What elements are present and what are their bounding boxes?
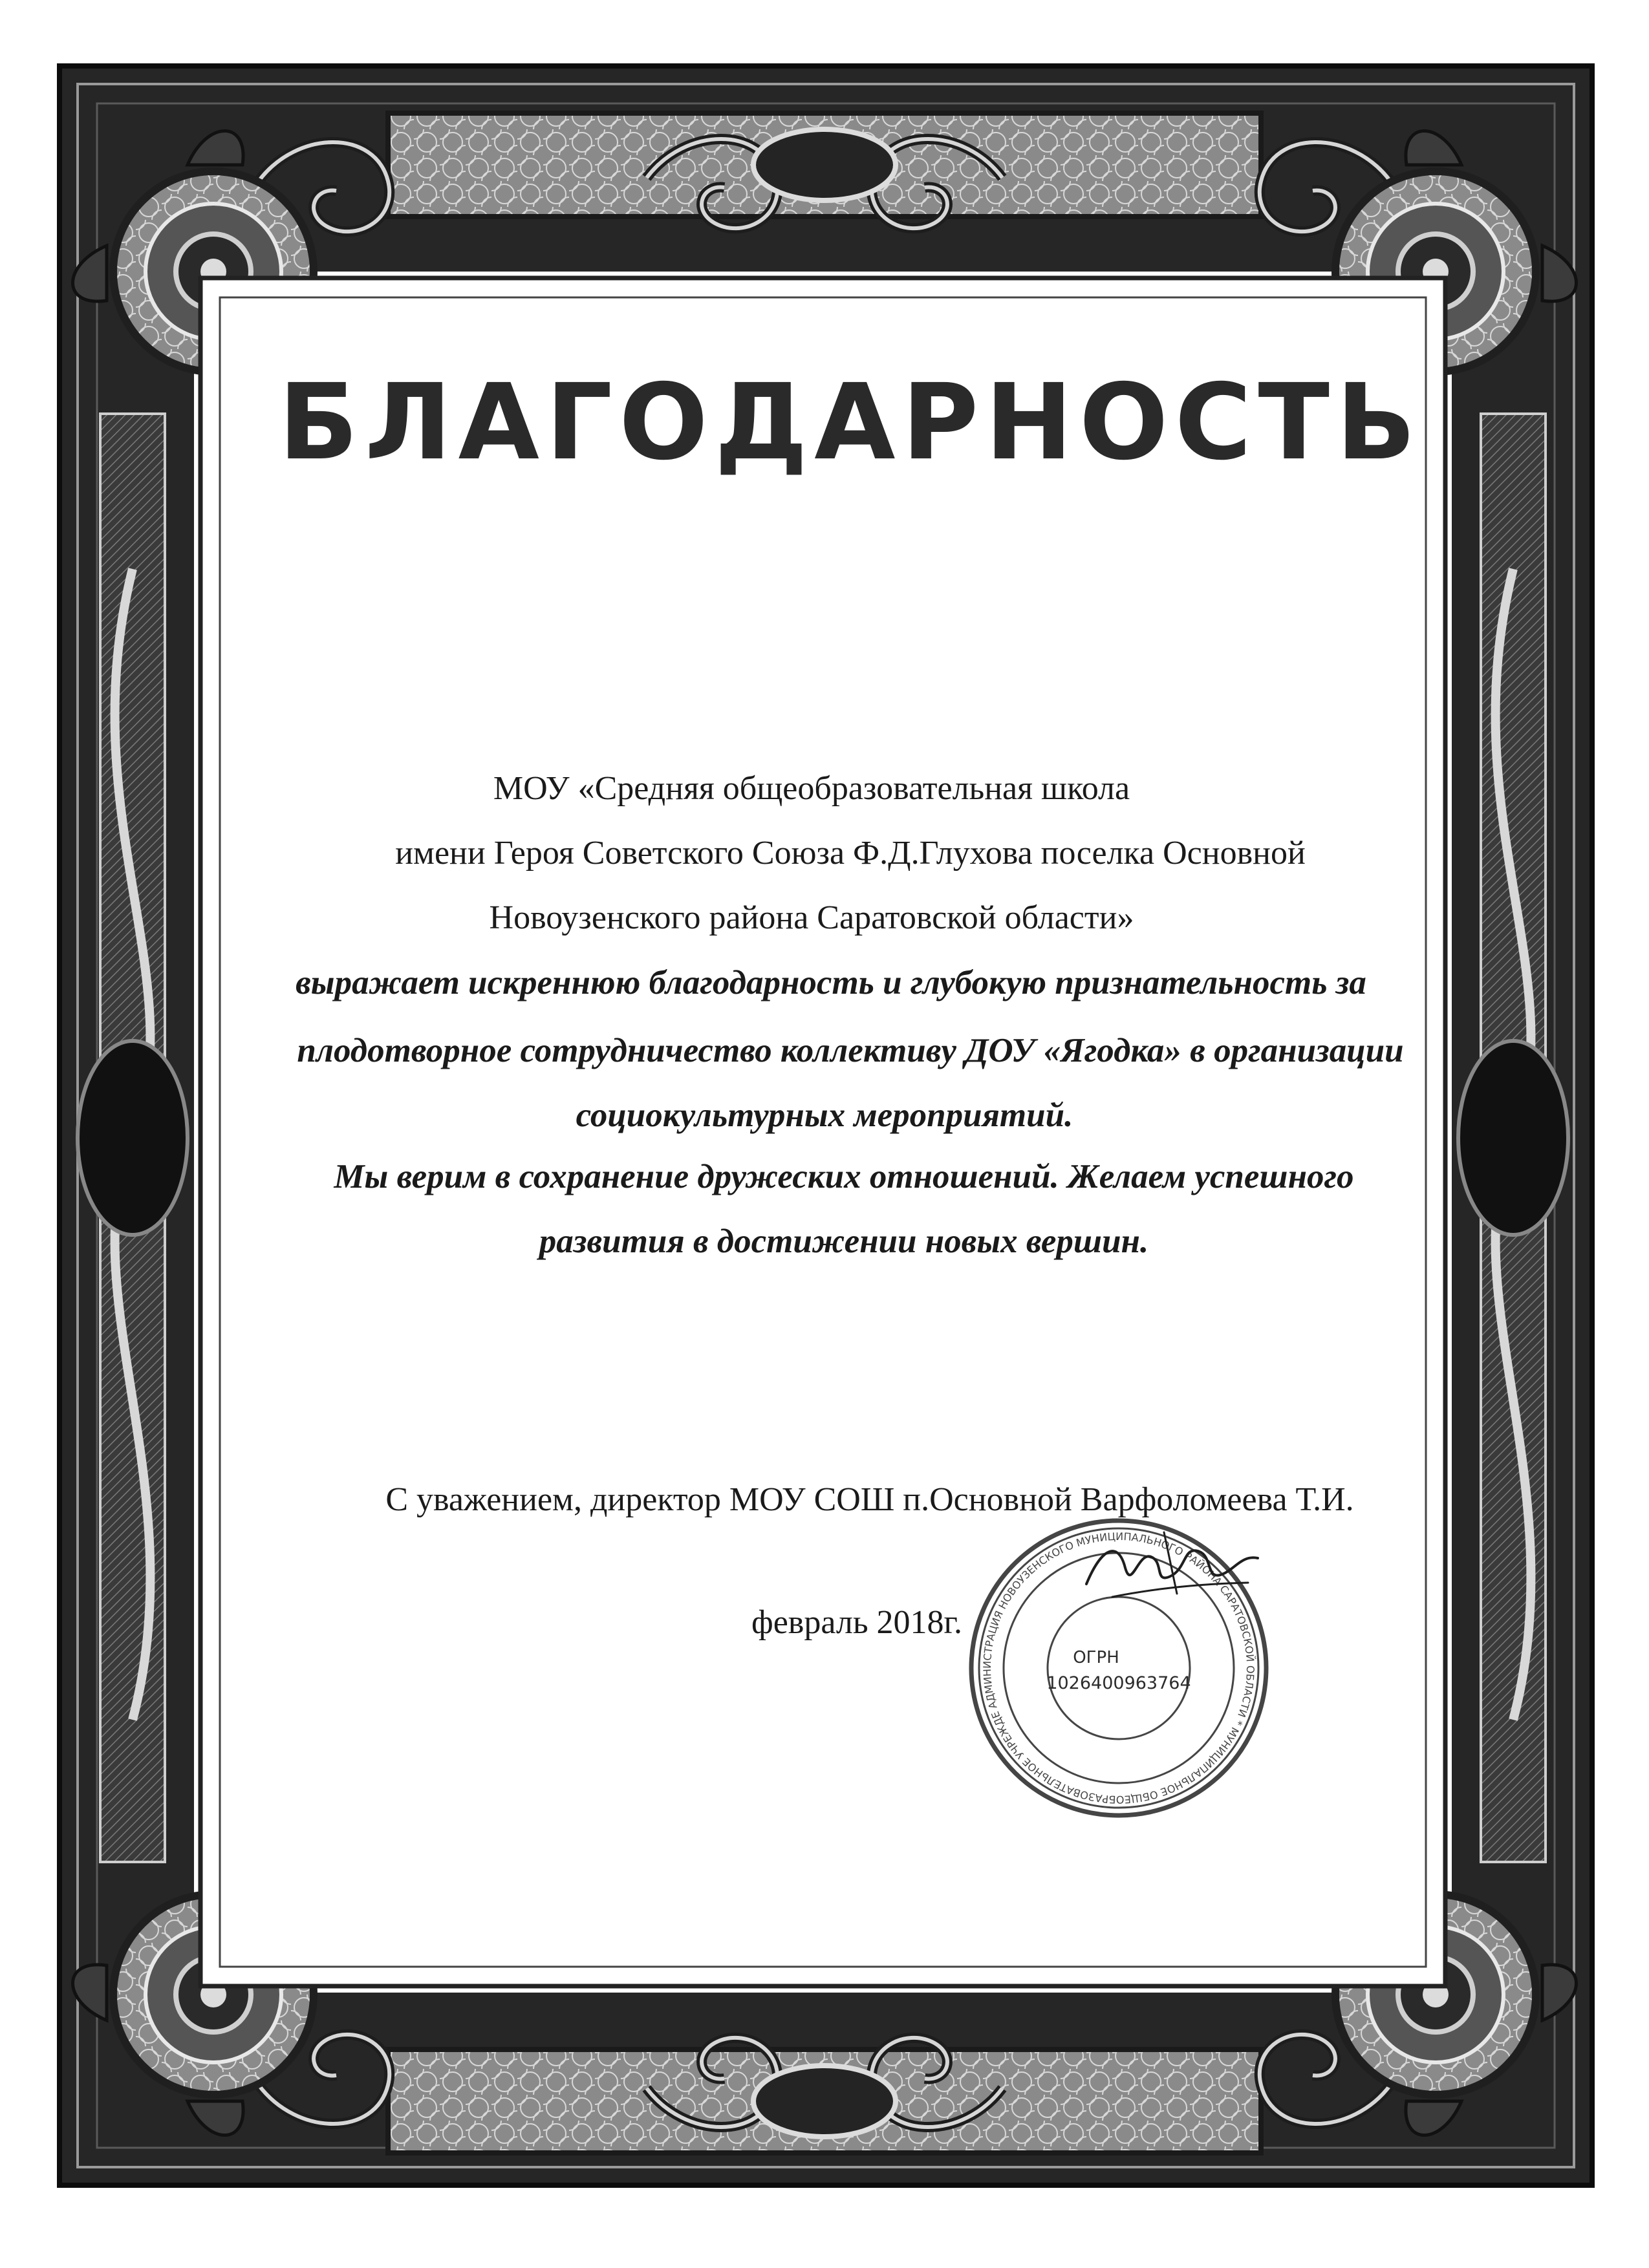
- director-signature: [1073, 1506, 1267, 1616]
- message-line-2: плодотворное сотрудничество коллективу ДОУ «Ягодка» в организации: [297, 1032, 1404, 1069]
- certificate-title: БЛАГОДАРНОСТЬ: [278, 362, 1423, 484]
- message-line-1: выражает искреннюю благодарность и глубокую признательность за: [296, 964, 1366, 1001]
- seal-ogrn-number: 1026400963764: [1046, 1673, 1191, 1693]
- message-line-4: Мы верим в сохранение дружеских отношений. Желаем успешного: [334, 1158, 1354, 1195]
- message-line-3: социокультурных мероприятий.: [576, 1097, 1073, 1134]
- message-line-5: развития в достижении новых вершин.: [539, 1223, 1149, 1260]
- issuer-line-3: Новоузенского района Саратовской области»: [489, 899, 1134, 936]
- seal-ring-text: АДМИНИСТРАЦИЯ НОВОУЗЕНСКОГО МУНИЦИПАЛЬНОГО РАЙОНА САРАТОВСКОЙ ОБЛАСТИ * МУНИЦИПАЛЬНОЕ ОБЩЕОБРАЗОВАТЕЛЬНОЕ УЧРЕЖДЕНИЕ: [980, 1530, 1257, 1806]
- issuer-line-1: МОУ «Средняя общеобразовательная школа: [493, 770, 1130, 807]
- issue-date: февраль 2018г.: [751, 1604, 962, 1641]
- issuer-line-2: имени Героя Советского Союза Ф.Д.Глухова поселка Основной: [395, 835, 1306, 872]
- seal-ogrn-label: ОГРН: [1073, 1648, 1119, 1667]
- signature-line: С уважением, директор МОУ СОШ п.Основной Варфоломеева Т.И.: [385, 1481, 1354, 1518]
